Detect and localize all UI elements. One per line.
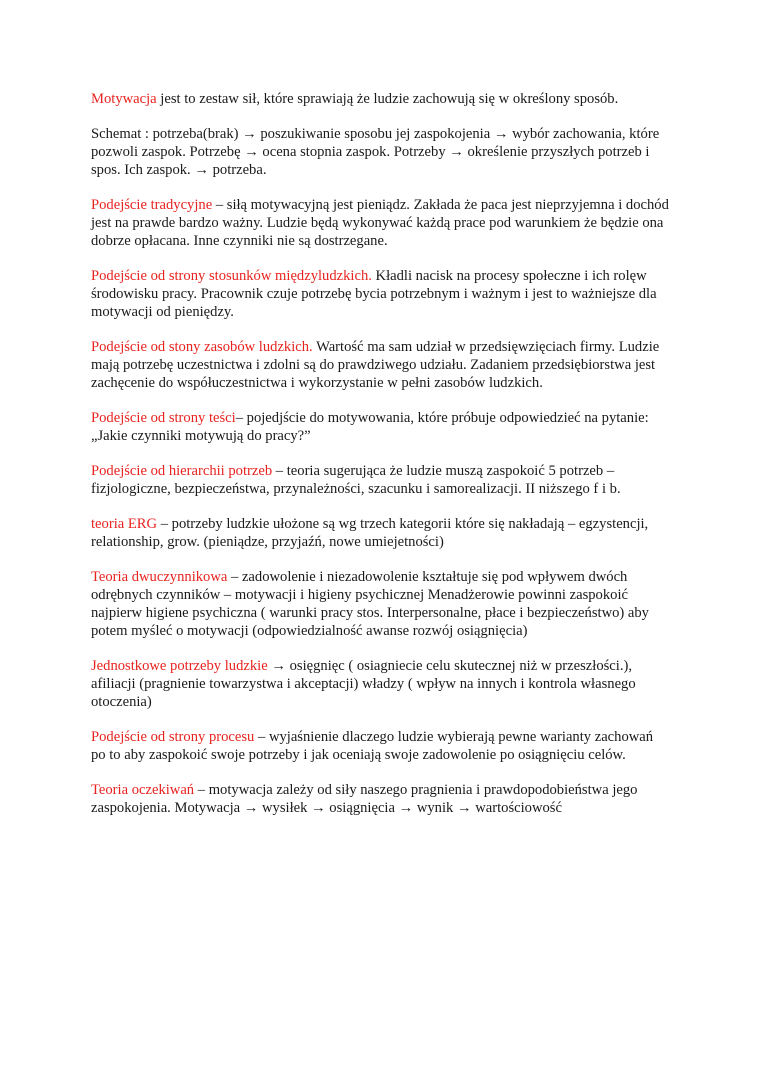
paragraph-text: – wyjaśnienie dlaczego ludzie wybierają pewne warianty zachowań po to aby zaspokoić swoje potrzeby i jak oceniają swoje zadowolenie po osiągnięciu celów. <box>91 729 654 763</box>
paragraph-motywacja <box>91 90 671 108</box>
term-tresci: Podejście od strony teści <box>91 410 236 426</box>
paragraph-text: – motywacja zależy od siły naszego pragnienia i prawdopodobieństwa jego zaspokojenia. Motywacja → wysiłek → osiągnięcia → wynik → wartościowość <box>91 782 638 816</box>
term-teoria-oczekiwan: Teoria oczekiwań <box>91 782 195 798</box>
paragraph-jednostkowe-potrzeby <box>91 657 671 711</box>
term-zasoby-ludzkie: Podejście od stony zasobów ludzkich. <box>91 339 313 355</box>
paragraph-text: – zadowolenie i niezadowolenie kształtuje się pod wpływem dwóch odrębnych czynników – motywacji i higieny psychicznej Menadżerowie powinni zaspokoić najpierw higiene psychiczna ( warunki pracy stos. Interpersonalne, płace i bezpieczeństwo) aby potem myśleć o motywacji (odpowiedzialność awanse rozwój osiągnięcia) <box>91 569 649 639</box>
paragraph-text: jest to zestaw sił, które sprawiają że ludzie zachowują się w określony sposób. <box>156 91 619 107</box>
term-teoria-dwuczynnikowa: Teoria dwuczynnikowa <box>91 569 228 585</box>
document-body <box>91 90 671 834</box>
term-teoria-erg: teoria ERG <box>91 516 158 532</box>
term-stosunki-miedzyludzkie: Podejście od strony stosunków międzyludzkich. <box>91 268 372 284</box>
paragraph-text: Schemat : potrzeba(brak) → poszukiwanie sposobu jej zaspokojenia → wybór zachowania, które pozwoli zaspok. Potrzebę → ocena stopnia zaspok. Potrzeby → określenie przyszłych potrzeb i spos. Ich zaspok. → potrzeba. <box>91 126 660 178</box>
paragraph-text: – pojedjście do motywowania, które próbuje odpowiedzieć na pytanie: „Jakie czynniki motywują do pracy?” <box>91 410 649 444</box>
term-jednostkowe-potrzeby: Jednostkowe potrzeby ludzkie <box>91 658 268 674</box>
paragraph-text: – siłą motywacyjną jest pieniądz. Zakłada że paca jest nieprzyjemna i dochód jest na prawde bardzo ważny. Ludzie będą wykonywać każdą prace pod warunkiem że będzie ona dobrze opłacana. Inne czynniki nie są dostrzegane. <box>91 197 669 249</box>
term-podejscie-tradycyjne: Podejście tradycyjne <box>91 197 213 213</box>
paragraph-proces <box>91 728 671 764</box>
paragraph-text: → osięgnięc ( osiagniecie celu skutecznej niż w przeszłości.), afiliacji (pragnienie towarzystwa i akceptacji) władzy ( wpływ na innych i kontrola własnego otoczenia) <box>91 658 636 710</box>
paragraph-text: Kładli nacisk na procesy społeczne i ich rolęw środowisku pracy. Pracownik czuje potrzebę bycia potrzebnym i ważnym i jest to ważniejsze dla motywacji od pieniędzy. <box>91 268 657 320</box>
paragraph-hierarchia-potrzeb <box>91 462 671 498</box>
term-motywacja: Motywacja <box>91 91 157 107</box>
term-proces: Podejście od strony procesu <box>91 729 255 745</box>
paragraph-teoria-erg <box>91 515 671 551</box>
paragraph-text: Wartość ma sam udział w przedsięwzięciach firmy. Ludzie mają potrzebę uczestnictwa i zdolni są do prawdziwego udziału. Zadaniem przedsiębiorstwa jest zachęcenie do współuczestnictwa i wykorzystanie w pełni zasobów ludzkich. <box>91 339 660 391</box>
paragraph-text: – teoria sugerująca że ludzie muszą zaspokoić 5 potrzeb – fizjologiczne, bezpieczeństwa, przynależności, szacunku i samorealizacji. II niższego f i b. <box>91 463 621 497</box>
paragraph-stosunki-miedzyludzkie <box>91 267 671 321</box>
paragraph-text: – potrzeby ludzkie ułożone są wg trzech kategorii które się nakładają – egzystencji, relationship, grow. (pieniądze, przyjaźń, nowe umiejetności) <box>91 516 649 550</box>
paragraph-zasoby-ludzkie <box>91 338 671 392</box>
paragraph-teoria-dwuczynnikowa <box>91 568 671 640</box>
paragraph-podejscie-tradycyjne <box>91 196 671 250</box>
paragraph-teoria-oczekiwan <box>91 781 671 817</box>
term-hierarchia-potrzeb: Podejście od hierarchii potrzeb <box>91 463 273 479</box>
paragraph-tresci <box>91 409 671 445</box>
paragraph-schemat <box>91 125 671 179</box>
